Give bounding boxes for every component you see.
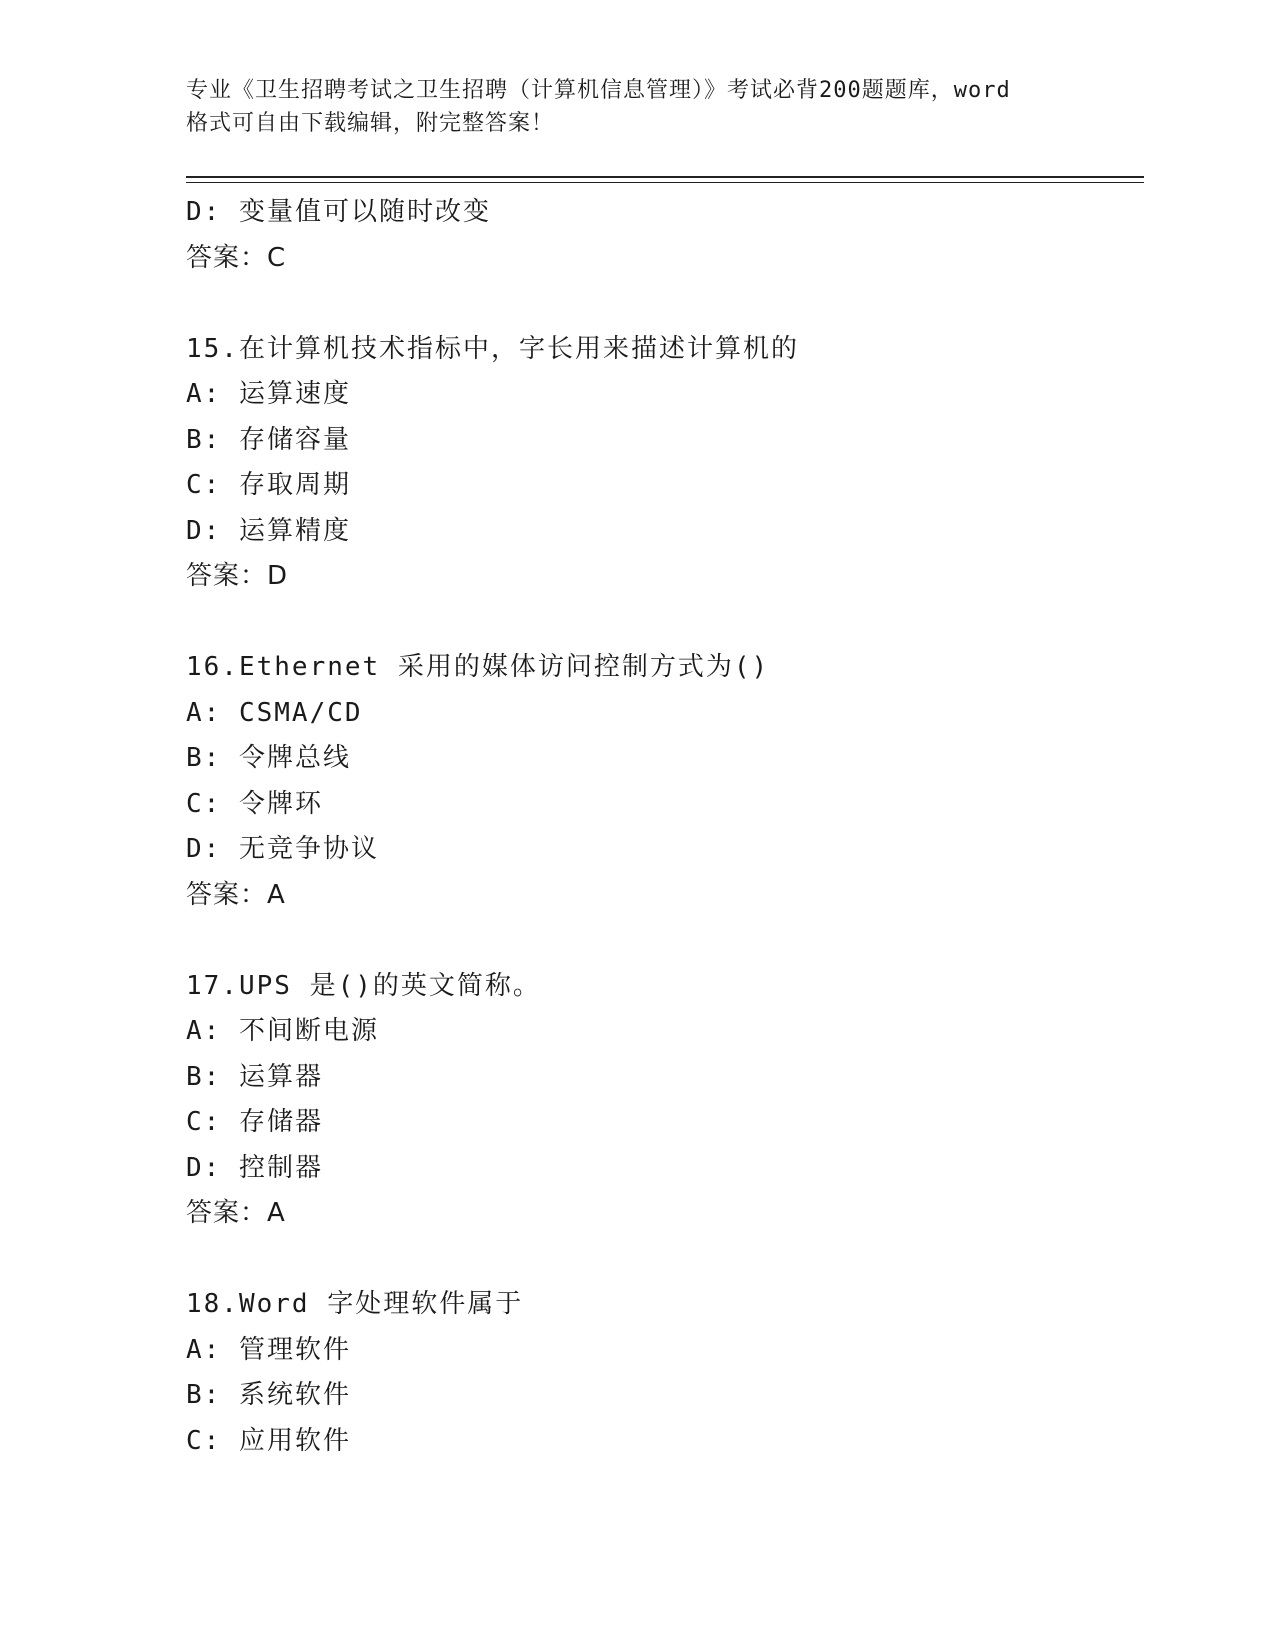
option-b: B: 存储容量 xyxy=(186,424,351,455)
document-header xyxy=(186,74,1106,140)
option-b: B: 运算器 xyxy=(186,1061,323,1092)
question-list xyxy=(186,190,1144,1464)
spacer xyxy=(186,281,1144,327)
spacer xyxy=(186,1237,1144,1283)
answer-line: 答案：D xyxy=(186,561,289,591)
option-a: A: 不间断电源 xyxy=(186,1016,379,1046)
option-a: A: CSMA/CD xyxy=(186,697,363,728)
spacer xyxy=(186,600,1144,646)
option-a: A: 运算速度 xyxy=(186,379,351,409)
option-b: B: 系统软件 xyxy=(186,1380,351,1410)
option-c: C: 存取周期 xyxy=(186,470,351,500)
option-d: D: 控制器 xyxy=(186,1152,323,1183)
question-block-18 xyxy=(186,1282,1144,1464)
option-c: C: 令牌环 xyxy=(186,788,323,819)
question-text: 18.Word 字处理软件属于 xyxy=(186,1289,524,1319)
spacer xyxy=(186,918,1144,964)
question-text: 15.在计算机技术指标中，字长用来描述计算机的 xyxy=(186,333,799,364)
question-block-15 xyxy=(186,327,1144,600)
option-a: A: 管理软件 xyxy=(186,1334,351,1365)
question-block-16 xyxy=(186,645,1144,918)
question-text: 16.Ethernet 采用的媒体访问控制方式为() xyxy=(186,652,770,682)
option-d: D: 变量值可以随时改变 xyxy=(186,197,491,227)
option-d: D: 无竞争协议 xyxy=(186,834,379,864)
header-line-2: 格式可自由下载编辑，附完整答案！ xyxy=(186,111,555,136)
question-text: 17.UPS 是()的英文简称。 xyxy=(186,970,541,1001)
question-block-14 xyxy=(186,190,1144,281)
header-divider-thick xyxy=(186,176,1144,178)
option-d: D: 运算精度 xyxy=(186,515,351,546)
answer-line: 答案：C xyxy=(186,242,287,273)
option-c: C: 应用软件 xyxy=(186,1425,351,1456)
header-line-1: 专业《卫生招聘考试之卫生招聘（计算机信息管理）》考试必背200题题库，word xyxy=(186,78,1011,103)
question-block-17 xyxy=(186,964,1144,1237)
header-divider-thin xyxy=(186,182,1144,183)
option-b: B: 令牌总线 xyxy=(186,743,351,773)
option-c: C: 存储器 xyxy=(186,1107,323,1137)
answer-line: 答案：A xyxy=(186,879,286,910)
answer-line: 答案：A xyxy=(186,1198,286,1228)
